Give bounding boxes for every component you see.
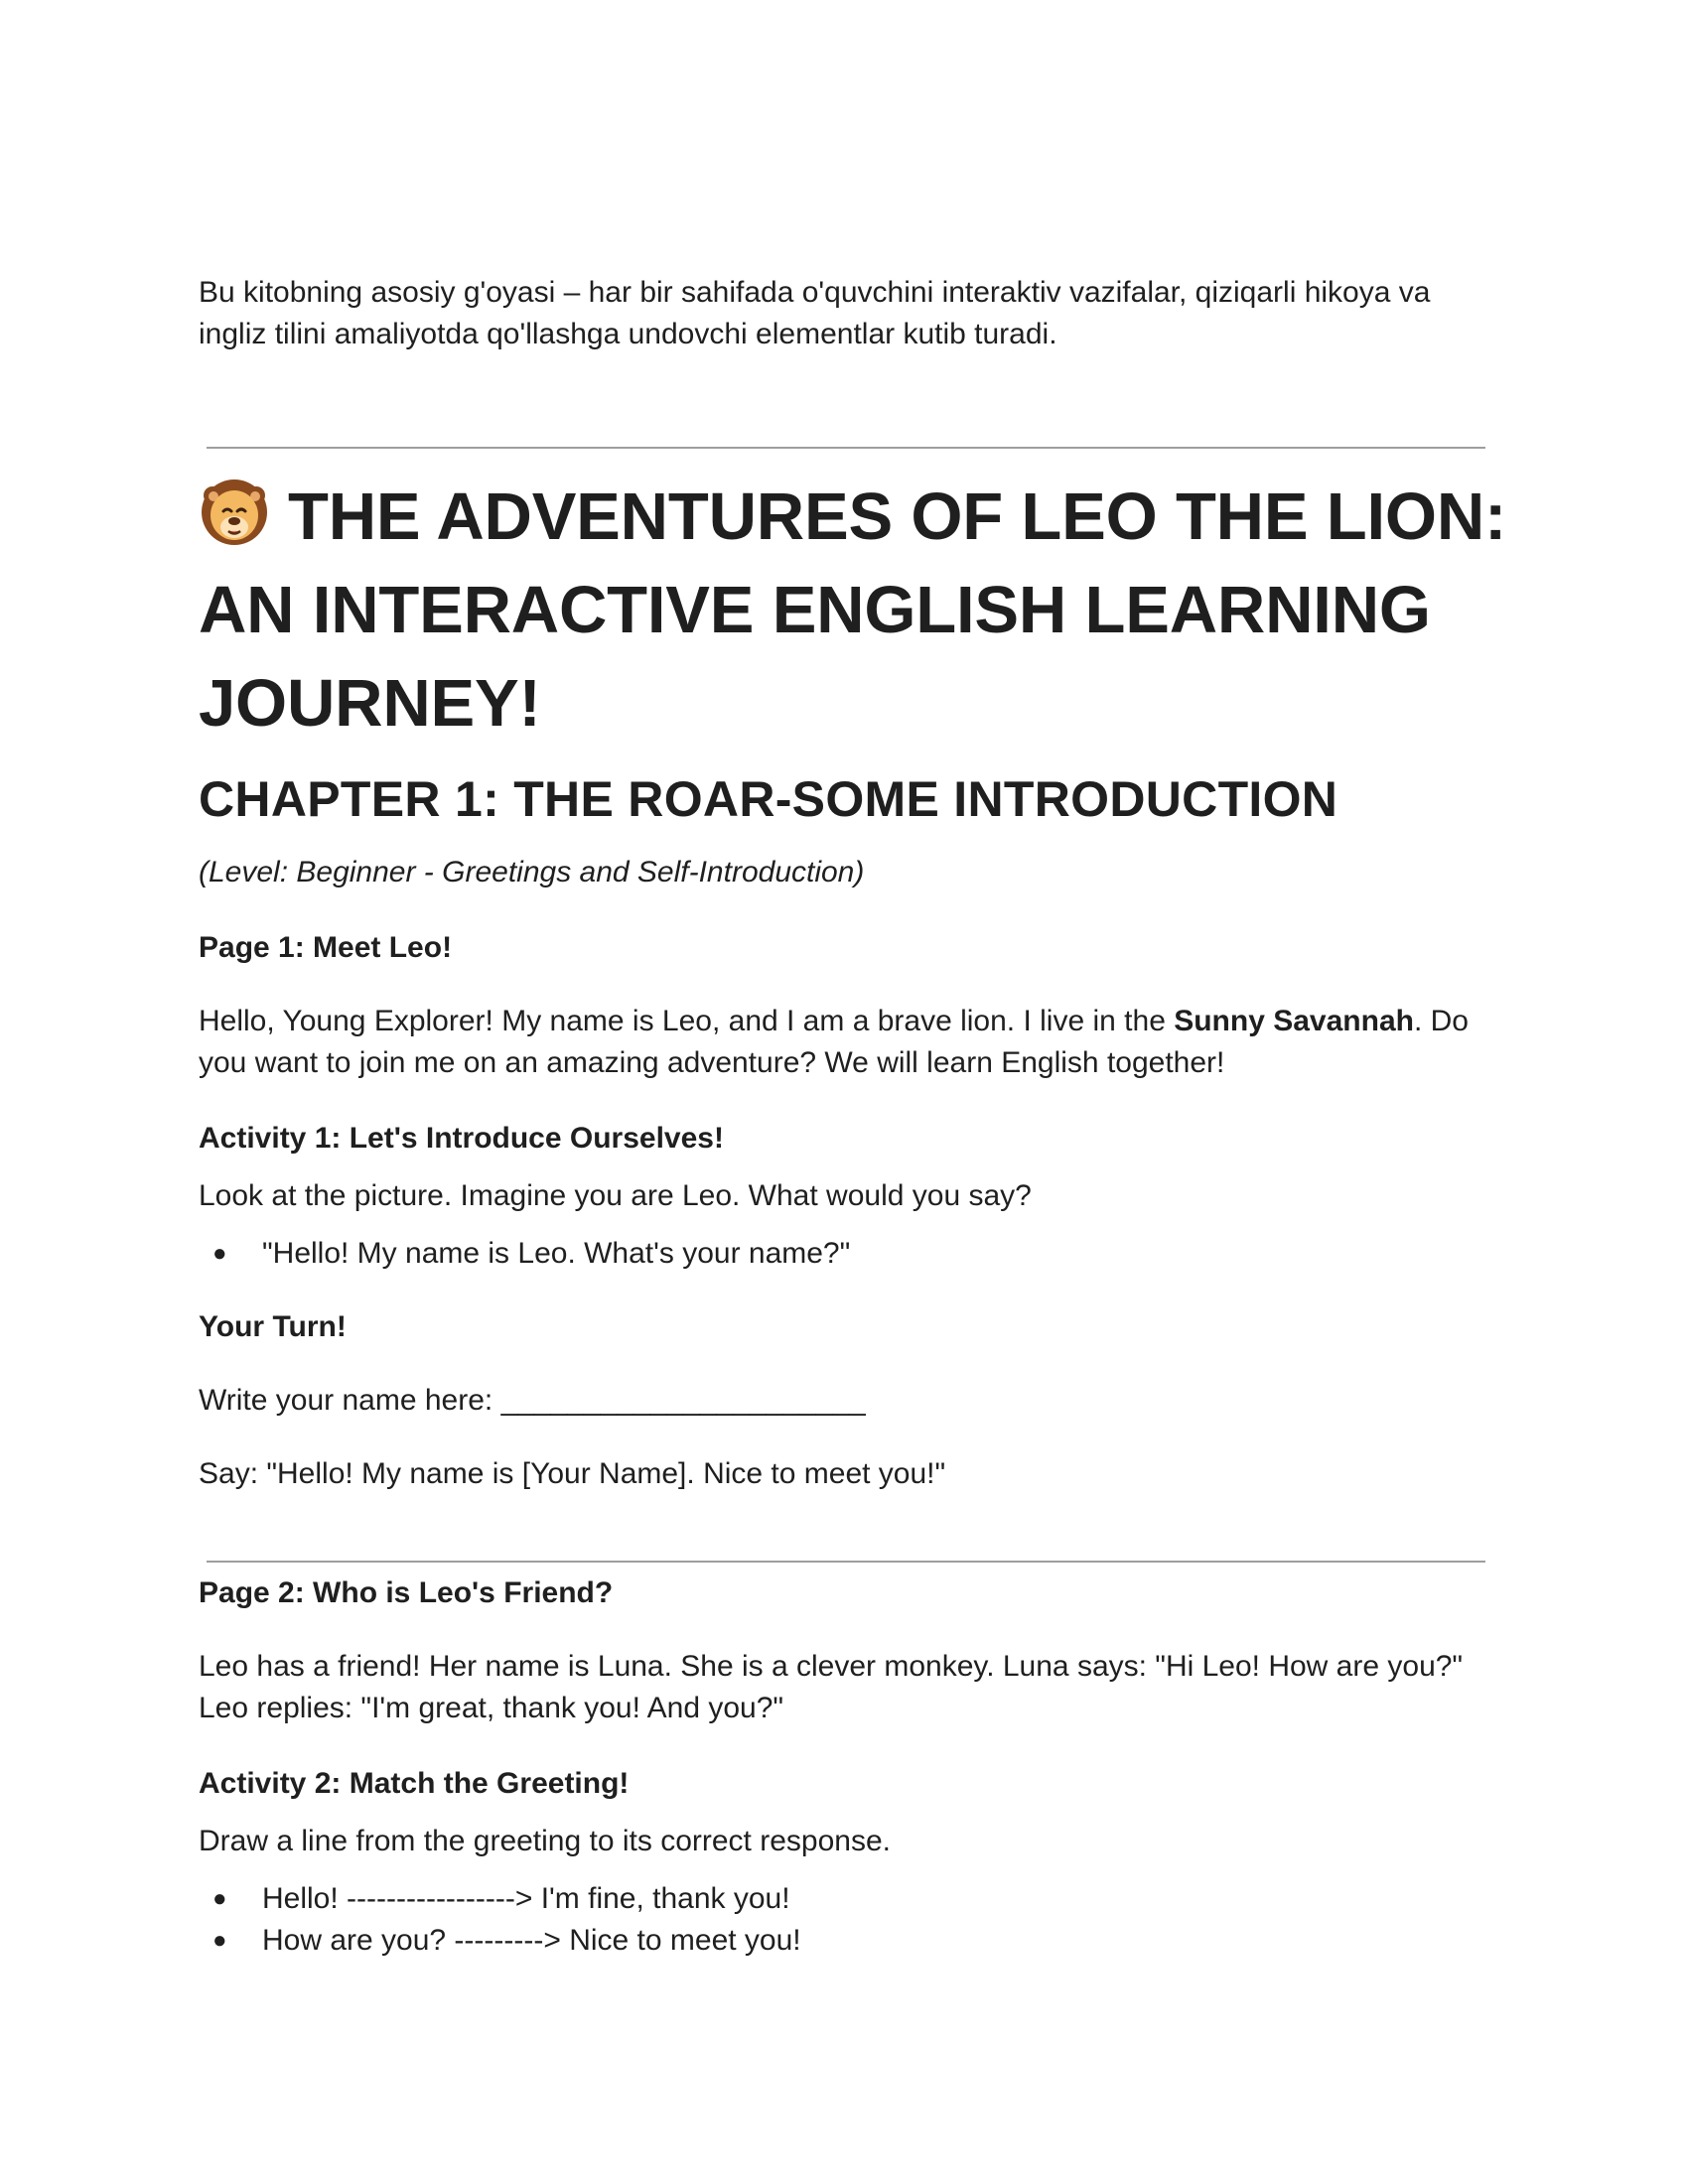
page2-paragraph: Leo has a friend! Her name is Luna. She is a clever monkey. Luna says: "Hi Leo! How are you?" Leo replies: "I'm great, thank you! And you?" [199,1650,1464,1724]
list-item: ● Hello! -----------------> I'm fine, thank you! [199,1878,801,1920]
activity1-heading: Activity 1: Let's Introduce Ourselves! [199,1122,724,1155]
list-item: ● "Hello! My name is Leo. What's your name?" [199,1233,850,1275]
horizontal-divider [207,447,1485,449]
book-title-text: THE ADVENTURES OF LEO THE LION: AN INTERACTIVE ENGLISH LEARNING JOURNEY! [199,479,1507,741]
activity1-list [199,1233,850,1275]
list-item: ● How are you? ---------> Nice to meet you! [199,1920,801,1962]
page2-heading: Page 2: Who is Leo's Friend? [199,1576,614,1609]
activity1-instruction: Look at the picture. Imagine you are Leo. What would you say? [199,1179,1032,1212]
location-name: Sunny Savannah [1174,1005,1414,1037]
activity2-heading: Activity 2: Match the Greeting! [199,1767,630,1800]
lion-face-icon [199,476,270,547]
horizontal-divider [207,1561,1485,1563]
page1-paragraph [199,1001,1489,1084]
chapter-level: (Level: Beginner - Greetings and Self-Introduction) [199,856,865,888]
book-title [199,471,1509,751]
your-turn-heading: Your Turn! [199,1310,347,1343]
activity2-list [199,1878,801,1962]
intro-paragraph: Bu kitobning asosiy g'oyasi – har bir sahifada o'quvchini interaktiv vazifalar, qiziqarli hikoya va ingliz tilini amaliyotda qo'llashga undovchi elementlar kutib turadi. [199,276,1431,350]
page1-text-start: Hello, Young Explorer! My name is Leo, and I am a brave lion. I live in the [199,1005,1175,1037]
page1-text-end: . Do you want to join me on an amazing adventure? We will learn English together! [199,1005,1469,1079]
write-name-prompt: Write your name here: ______________________ [199,1384,866,1417]
chapter-title: CHAPTER 1: THE ROAR-SOME INTRODUCTION [199,771,1338,827]
say-prompt: Say: "Hello! My name is [Your Name]. Nice to meet you!" [199,1457,946,1490]
page1-heading: Page 1: Meet Leo! [199,931,453,964]
activity2-instruction: Draw a line from the greeting to its correct response. [199,1825,891,1857]
